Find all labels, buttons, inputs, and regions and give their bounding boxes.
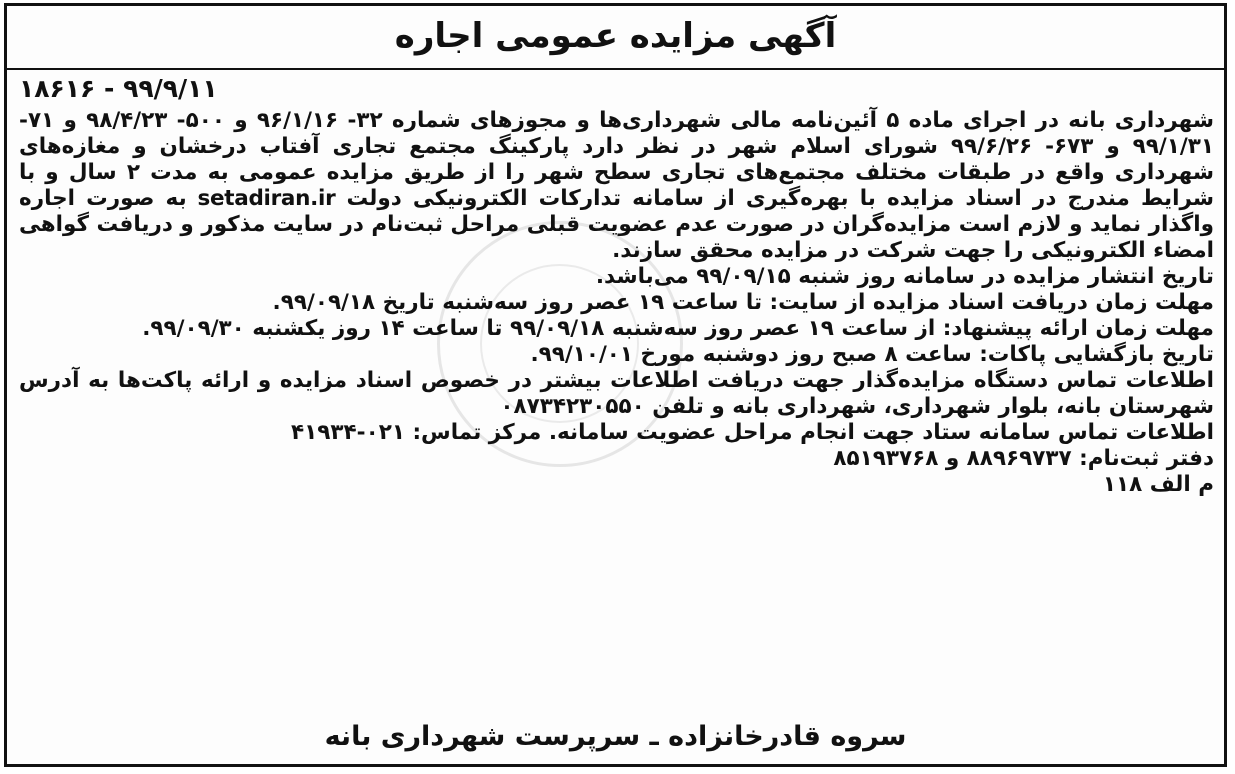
- notice-signature: سروه قادرخانزاده ـ سرپرست شهرداری بانه: [324, 721, 907, 752]
- paragraph-code: م الف ۱۱۸: [1102, 472, 1214, 497]
- paragraph-contact-setad: اطلاعات تماس سامانه ستاد جهت انجام مراحل عضویت سامانه. مرکز تماس: ۰۲۱-۴۱۹۳۴: [291, 420, 1214, 445]
- paragraph-publish-date: تاریخ انتشار مزایده در سامانه روز شنبه ۹۹/۰۹/۱۵ می‌باشد.: [595, 264, 1214, 289]
- title-divider: [7, 68, 1224, 70]
- notice-body: [19, 108, 1214, 498]
- auction-notice: [4, 3, 1227, 767]
- paragraph-contact-organizer: اطلاعات تماس دستگاه مزایده‌گذار جهت دریافت اطلاعات بیشتر در خصوص اسناد مزایده و ارائه پاکت‌ها به آدرس شهرستان بانه، بلوار شهرداری، شهرداری بانه و تلفن ۰۸۷۳۴۲۳۰۵۵۰: [19, 368, 1214, 419]
- notice-reference: ۱۸۶۱۶ - ۹۹/۹/۱۱: [19, 74, 218, 103]
- paragraph-intro: شهرداری بانه در اجرای ماده ۵ آئین‌نامه مالی شهرداری‌ها و مجوزهای شماره ۳۲- ۹۶/۱/۱۶ و ۵۰۰- ۹۸/۴/۲۳ و ۷۱- ۹۹/۱/۳۱ و ۶۷۳- ۹۹/۶/۲۶ شورای اسلام شهر در نظر دارد پارکینگ مجتمع تجاری آفتاب درخشان و مغازه‌های شهرداری واقع در طبقات مختلف مجتمع‌های تجاری سطح شهر را از طریق مزایده عمومی به مدت ۲ سال و با شرایط مندرج در اسناد مزایده با بهره‌گیری از سامانه تدارکات الکترونیکی دولت setadiran.ir به صورت اجاره واگذار نماید و لازم است مزایده‌گران در صورت عدم عضویت قبلی مراحل ثبت‌نام در سایت مذکور و دریافت گواهی امضاء الکترونیکی را جهت شرکت در مزایده محقق سازند.: [19, 108, 1215, 263]
- notice-title: آگهی مزایده عمومی اجاره: [394, 16, 837, 56]
- paragraph-opening-date: تاریخ بازگشایی پاکات: ساعت ۸ صبح روز دوشنبه مورخ ۹۹/۱۰/۰۱.: [530, 342, 1214, 367]
- paragraph-document-deadline: مهلت زمان دریافت اسناد مزایده از سایت: تا ساعت ۱۹ عصر روز سه‌شنبه تاریخ ۹۹/۰۹/۱۸.: [272, 290, 1214, 315]
- paragraph-registration-office: دفتر ثبت‌نام: ۸۸۹۶۹۷۳۷ و ۸۵۱۹۳۷۶۸: [833, 446, 1214, 471]
- paragraph-offer-deadline: مهلت زمان ارائه پیشنهاد: از ساعت ۱۹ عصر روز سه‌شنبه ۹۹/۰۹/۱۸ تا ساعت ۱۴ روز یکشنبه ۹۹/۰۹/۳۰.: [142, 316, 1214, 341]
